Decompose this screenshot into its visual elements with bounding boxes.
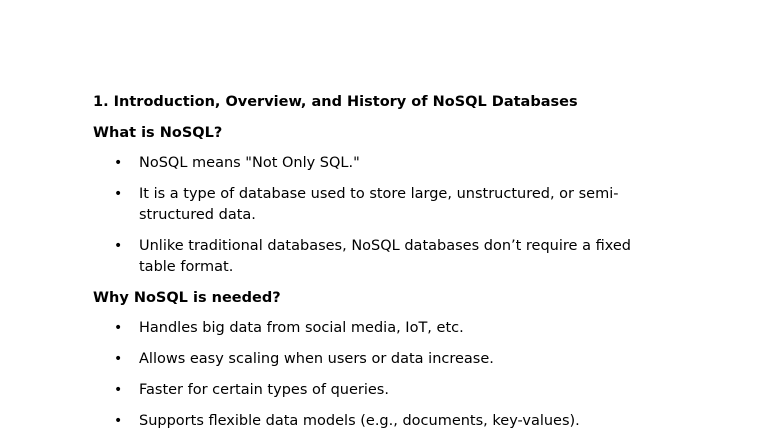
- bullet-icon: •: [114, 320, 123, 336]
- bullet-icon: •: [114, 413, 123, 429]
- bullet-icon: •: [114, 382, 123, 398]
- bullet-icon: •: [114, 238, 123, 254]
- list-item-text: Handles big data from social media, IoT, etc.: [139, 320, 464, 336]
- list-item: [93, 349, 669, 370]
- list-item: [93, 318, 669, 339]
- list-item-text: Supports flexible data models (e.g., documents, key-values).: [139, 413, 580, 429]
- list-item: [93, 153, 669, 174]
- what-is-nosql-list: [93, 153, 693, 278]
- list-item-text: Faster for certain types of queries.: [139, 382, 389, 398]
- list-item-text: Allows easy scaling when users or data increase.: [139, 351, 494, 367]
- bullet-icon: •: [114, 186, 123, 202]
- bullet-icon: •: [114, 155, 123, 171]
- list-item-text: It is a type of database used to store large, unstructured, or semi-structured data.: [139, 186, 619, 223]
- why-nosql-list: [93, 318, 693, 432]
- list-item-text: Unlike traditional databases, NoSQL databases don’t require a fixed table format.: [139, 238, 631, 275]
- list-item: [93, 380, 669, 401]
- document-body: [93, 92, 693, 442]
- section-heading: 1. Introduction, Overview, and History of NoSQL Databases: [93, 94, 578, 110]
- list-item: [93, 411, 669, 432]
- bullet-icon: •: [114, 351, 123, 367]
- list-item: [93, 184, 669, 226]
- list-item: [93, 236, 669, 278]
- list-item-text: NoSQL means "Not Only SQL.": [139, 155, 360, 171]
- what-is-nosql-heading: What is NoSQL?: [93, 125, 223, 141]
- why-nosql-heading: Why NoSQL is needed?: [93, 290, 281, 306]
